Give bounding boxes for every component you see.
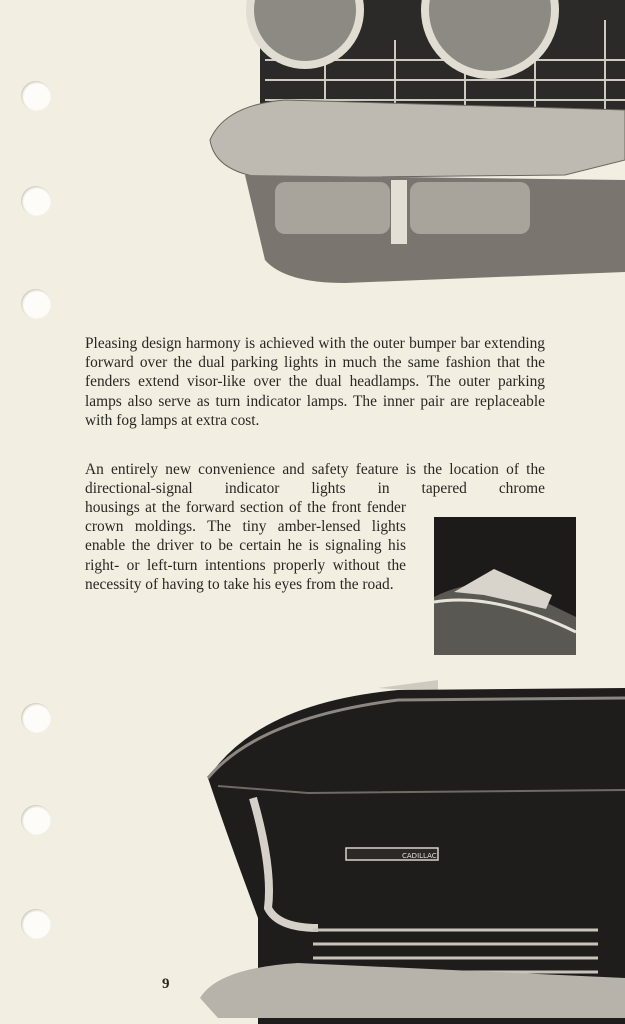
page-number: 9 bbox=[162, 976, 170, 992]
binder-hole bbox=[21, 186, 51, 216]
paragraph-bumper: Pleasing design harmony is achieved with the outer bumper bar extending forward over the dual parking lights in much the same fashion that the fenders extend visor-like over the dual headlamps. The outer parking lamps also serve as turn indicator lamps. The inner pair are replaceable with fog lamps at extra cost. bbox=[85, 335, 545, 429]
front-grille-photo bbox=[205, 0, 625, 290]
binder-hole bbox=[21, 805, 51, 835]
indicator-light-photo bbox=[434, 517, 576, 655]
binder-hole bbox=[21, 289, 51, 319]
front-fender-photo bbox=[198, 678, 625, 1024]
binder-hole bbox=[21, 703, 51, 733]
binder-hole bbox=[21, 909, 51, 939]
paragraph-signal-body: housings at the forward section of the front fender crown moldings. The tiny amber-lensed lights enable the driver to be certain he is signaling his right- or left-turn intentions properly without the necessity of having to take his eyes from the road. bbox=[85, 499, 406, 593]
binder-hole bbox=[21, 81, 51, 111]
paragraph-signal-intro: An entirely new convenience and safety feature is the location of the directional-signal indicator lights in tapered chrome bbox=[85, 461, 545, 498]
cadillac-badge: CADILLAC bbox=[402, 852, 437, 860]
